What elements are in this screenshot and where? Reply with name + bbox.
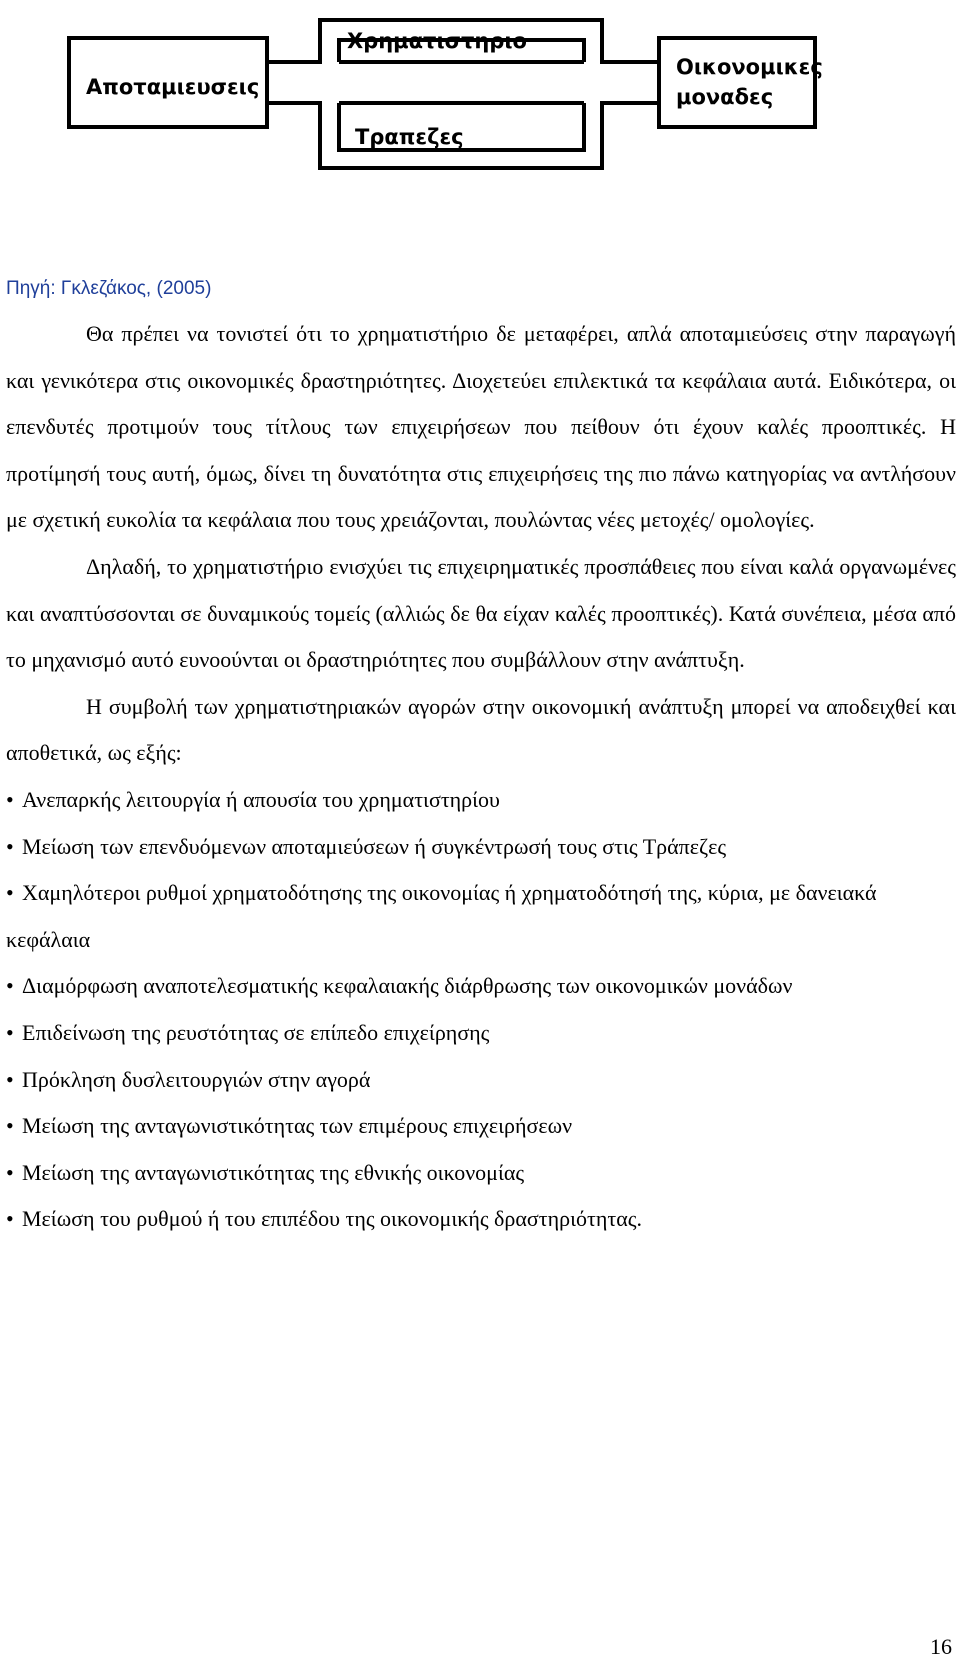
bullet-marker: •: [6, 973, 14, 999]
bullet-marker: •: [6, 1113, 14, 1139]
bullet-marker: •: [6, 1066, 14, 1092]
bullet-marker: •: [6, 833, 14, 859]
list-item-text: Μείωση της ανταγωνιστικότητας της εθνικής οικονομίας: [22, 1159, 525, 1185]
list-item: [6, 1150, 956, 1197]
diagram-label-savings: Αποταμιευσεις: [86, 75, 260, 99]
paragraph-2: Δηλαδή, το χρηματιστήριο ενισχύει τις επιχειρηματικές προσπάθειες που είναι καλά οργανωμένες και αναπτύσσονται σε δυναμικούς τομείς (αλλιώς δε θα είχαν καλές προοπτικές). Κατά συνέπεια, μέσα από το μηχανισμό αυτό ευνοούνται οι δραστηριότητες που συμβάλλουν στην ανάπτυξη.: [6, 553, 956, 673]
figure-source: Πηγή: Γκλεζάκος, (2005): [6, 278, 212, 299]
list-item-text: Μείωση της ανταγωνιστικότητας των επιμέρους επιχειρήσεων: [22, 1113, 573, 1139]
bullet-list: [6, 777, 956, 1243]
list-item-text: Μείωση του ρυθμού ή του επιπέδου της οικονομικής δραστηριότητας.: [22, 1206, 642, 1232]
list-item-text: Χαμηλότεροι ρυθμοί χρηματοδότησης της οικονομίας ή χρηματοδότησή της, κύρια, με δανειακά κεφάλαια: [6, 880, 877, 952]
bullet-marker: •: [6, 1159, 14, 1185]
bullet-marker: •: [6, 786, 14, 812]
list-item: [6, 1103, 956, 1150]
list-item: [6, 1010, 956, 1057]
list-item-text: Πρόκληση δυσλειτουργιών στην αγορά: [22, 1066, 371, 1092]
diagram-label-economic-units: Οικονομικες μοναδες: [676, 55, 823, 109]
list-item: [6, 777, 956, 824]
diagram-label-banks: Τραπεζες: [355, 125, 464, 149]
document-body: [6, 311, 956, 1243]
list-item-text: Επιδείνωση της ρευστότητας σε επίπεδο επιχείρησης: [22, 1019, 490, 1045]
diagram-label-exchange: Χρηματιστηριο: [347, 29, 527, 53]
list-item: [6, 1196, 956, 1243]
list-item: [6, 824, 956, 871]
list-item: [6, 963, 956, 1010]
paragraph-3: Η συμβολή των χρηματιστηριακών αγορών στην οικονομική ανάπτυξη μπορεί να αποδειχθεί και αποθετικά, ως εξής:: [6, 693, 956, 766]
bullet-marker: •: [6, 1019, 14, 1045]
page-number: 16: [930, 1634, 952, 1659]
list-item-text: Διαμόρφωση αναποτελεσματικής κεφαλαιακής διάρθρωσης των οικονομικών μονάδων: [22, 973, 793, 999]
list-item: [6, 870, 956, 963]
list-item: [6, 1057, 956, 1104]
list-item-text: Ανεπαρκής λειτουργία ή απουσία του χρηματιστηρίου: [22, 786, 500, 812]
list-item-text: Μείωση των επενδυόμενων αποταμιεύσεων ή συγκέντρωσή τους στις Τράπεζες: [22, 833, 727, 859]
flow-diagram: [0, 0, 960, 200]
bullet-marker: •: [6, 880, 14, 906]
paragraph-1: Θα πρέπει να τονιστεί ότι το χρηματιστήριο δε μεταφέρει, απλά αποταμιεύσεις στην παραγωγή και γενικότερα στις οικονομικές δραστηριότητες. Διοχετεύει επιλεκτικά τα κεφάλαια αυτά. Ειδικότερα, οι επενδυτές προτιμούν τους τίτλους των επιχειρήσεων που πείθουν ότι έχουν καλές προοπτικές. Η προτίμησή τους αυτή, όμως, δίνει τη δυνατότητα στις επιχειρήσεις της πιο πάνω κατηγορίας να αντλήσουν με σχετική ευκολία τα κεφάλαια που τους χρειάζονται, πουλώντας νέες μετοχές/ ομολογίες.: [6, 321, 956, 533]
bullet-marker: •: [6, 1206, 14, 1232]
